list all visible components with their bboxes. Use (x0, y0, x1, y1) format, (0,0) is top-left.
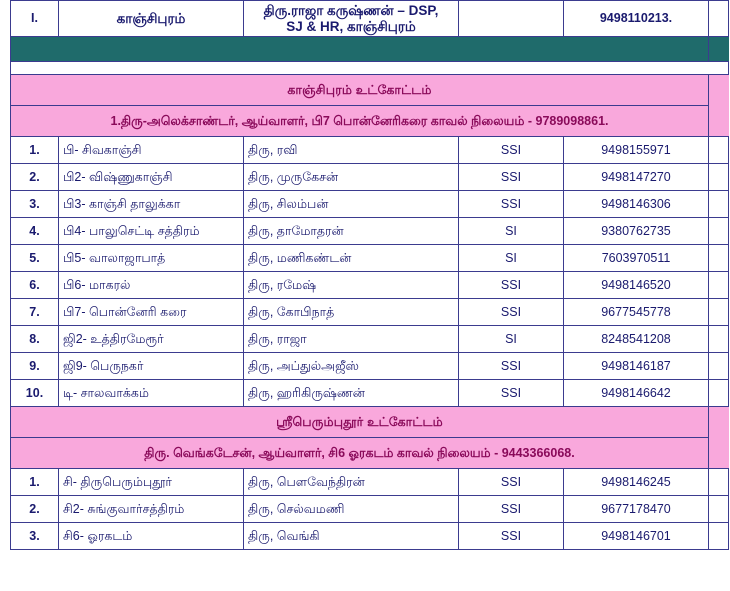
cell-rank: SSI (459, 380, 564, 407)
table-row (11, 496, 729, 523)
cell-edge (709, 245, 729, 272)
cell-officer: திரு, ரமேஷ் (244, 272, 459, 299)
cell-station: டி- சாலவாக்கம் (59, 380, 244, 407)
cell-officer: திரு, ராஜா (244, 326, 459, 353)
cell-phone: 9677545778 (564, 299, 709, 326)
section-title-row (11, 75, 729, 106)
band-fill (11, 37, 709, 62)
cell-station: பி4- பாலுசெட்டி சத்திரம் (59, 218, 244, 245)
table-row (11, 299, 729, 326)
cell-officer: திரு, பௌவேந்திரன் (244, 469, 459, 496)
cell-edge (709, 191, 729, 218)
section-title-2: ஸ்ரீபெரும்புதூர் உட்கோட்டம் (11, 407, 709, 438)
section-subtitle-row (11, 438, 729, 469)
separator-band-white (11, 62, 729, 75)
table-row (11, 164, 729, 191)
cell-rank: SSI (459, 164, 564, 191)
cell-sl: 2. (11, 496, 59, 523)
cell-officer: திரு, வெங்கி (244, 523, 459, 550)
officer-line-1: திரு.ராஜா கருஷ்ணன் – DSP, (263, 3, 439, 18)
section-edge (709, 75, 729, 106)
cell-sl: 3. (11, 523, 59, 550)
band-gap (11, 62, 729, 75)
cell-edge (709, 137, 729, 164)
cell-officer: திரு, ரவி (244, 137, 459, 164)
cell-officer: திரு, தாமோதரன் (244, 218, 459, 245)
cell-edge (709, 218, 729, 245)
cell-phone: 9498110213. (564, 1, 709, 37)
section-edge (709, 106, 729, 137)
cell-phone: 9498146520 (564, 272, 709, 299)
cell-sl: 7. (11, 299, 59, 326)
cell-station: பி6- மாகரல் (59, 272, 244, 299)
section-edge (709, 438, 729, 469)
cell-edge (709, 353, 729, 380)
cell-officer: திரு, சிலம்பன் (244, 191, 459, 218)
cell-officer (244, 1, 459, 37)
officer-line-2: SJ & HR, காஞ்சிபுரம் (286, 18, 416, 34)
cell-rank: SSI (459, 496, 564, 523)
cell-sl: I. (11, 1, 59, 37)
table-row (11, 380, 729, 407)
cell-sl: 9. (11, 353, 59, 380)
cell-phone: 8248541208 (564, 326, 709, 353)
table-row (11, 353, 729, 380)
table-row (11, 272, 729, 299)
cell-phone: 9498146701 (564, 523, 709, 550)
cell-station: சி6- ஓரகடம் (59, 523, 244, 550)
cell-officer: திரு, முருகேசன் (244, 164, 459, 191)
cell-rank: SSI (459, 469, 564, 496)
cell-officer: திரு, ஹரிகிருஷ்ணன் (244, 380, 459, 407)
cell-sl: 1. (11, 137, 59, 164)
cell-phone: 9498155971 (564, 137, 709, 164)
cell-station: பி3- காஞ்சி தாலுக்கா (59, 191, 244, 218)
table-row-partial-top (11, 1, 729, 37)
cell-phone: 9498146245 (564, 469, 709, 496)
cell-edge (709, 1, 729, 37)
cell-edge (709, 326, 729, 353)
cell-rank: SI (459, 326, 564, 353)
section-subtitle-row (11, 106, 729, 137)
cell-edge (709, 523, 729, 550)
cell-rank: SI (459, 245, 564, 272)
cell-station: ஜி9- பெருநகர் (59, 353, 244, 380)
table-row (11, 137, 729, 164)
cell-officer: திரு, செல்வமணி (244, 496, 459, 523)
cell-sl: 2. (11, 164, 59, 191)
section-edge (709, 407, 729, 438)
section-subtitle-2: திரு. வெங்கடேசன், ஆய்வாளர், சி6 ஓரகடம் காவல் நிலையம் - 9443366068. (11, 438, 709, 469)
cell-edge (709, 299, 729, 326)
table-row (11, 326, 729, 353)
cell-station: பி7- பொன்னேரி கரை (59, 299, 244, 326)
cell-rank: SSI (459, 137, 564, 164)
cell-phone: 9498146642 (564, 380, 709, 407)
cell-rank: SI (459, 218, 564, 245)
separator-band-teal (11, 37, 729, 62)
section-subtitle-1: 1.திரு-அலெக்சாண்டர், ஆய்வாளர், பி7 பொன்னேரிகரை காவல் நிலையம் - 9789098861. (11, 106, 709, 137)
cell-sl: 3. (11, 191, 59, 218)
cell-rank: SSI (459, 523, 564, 550)
table-row (11, 191, 729, 218)
cell-edge (709, 496, 729, 523)
cell-sl: 5. (11, 245, 59, 272)
cell-phone: 9498146187 (564, 353, 709, 380)
cell-edge (709, 469, 729, 496)
cell-phone: 9677178470 (564, 496, 709, 523)
cell-station: காஞ்சிபுரம் (59, 1, 244, 37)
cell-sl: 1. (11, 469, 59, 496)
cell-officer: திரு, அப்துல்அஜீஸ் (244, 353, 459, 380)
cell-sl: 10. (11, 380, 59, 407)
cell-edge (709, 380, 729, 407)
table-body (11, 1, 729, 550)
band-edge (709, 37, 729, 62)
table-row (11, 523, 729, 550)
cell-officer: திரு, கோபிநாத் (244, 299, 459, 326)
cell-phone: 9498146306 (564, 191, 709, 218)
section-title-row (11, 407, 729, 438)
cell-rank (459, 1, 564, 37)
cell-phone: 9380762735 (564, 218, 709, 245)
table-row (11, 245, 729, 272)
table-row (11, 218, 729, 245)
cell-officer: திரு, மணிகண்டன் (244, 245, 459, 272)
cell-sl: 8. (11, 326, 59, 353)
cell-station: சி2- சுங்குவார்சத்திரம் (59, 496, 244, 523)
cell-station: பி- சிவகாஞ்சி (59, 137, 244, 164)
cell-rank: SSI (459, 272, 564, 299)
cell-station: பி2- விஷ்ணுகாஞ்சி (59, 164, 244, 191)
cell-phone: 7603970511 (564, 245, 709, 272)
cell-edge (709, 272, 729, 299)
cell-station: சி- திருபெரும்புதூர் (59, 469, 244, 496)
cell-station: பி5- வாலாஜாபாத் (59, 245, 244, 272)
section-title-1: காஞ்சிபுரம் உட்கோட்டம் (11, 75, 709, 106)
cell-rank: SSI (459, 353, 564, 380)
officers-table (10, 0, 729, 550)
cell-edge (709, 164, 729, 191)
cell-station: ஜி2- உத்திரமேரூர் (59, 326, 244, 353)
cell-phone: 9498147270 (564, 164, 709, 191)
cell-sl: 4. (11, 218, 59, 245)
cell-rank: SSI (459, 299, 564, 326)
cell-sl: 6. (11, 272, 59, 299)
cell-rank: SSI (459, 191, 564, 218)
table-row (11, 469, 729, 496)
